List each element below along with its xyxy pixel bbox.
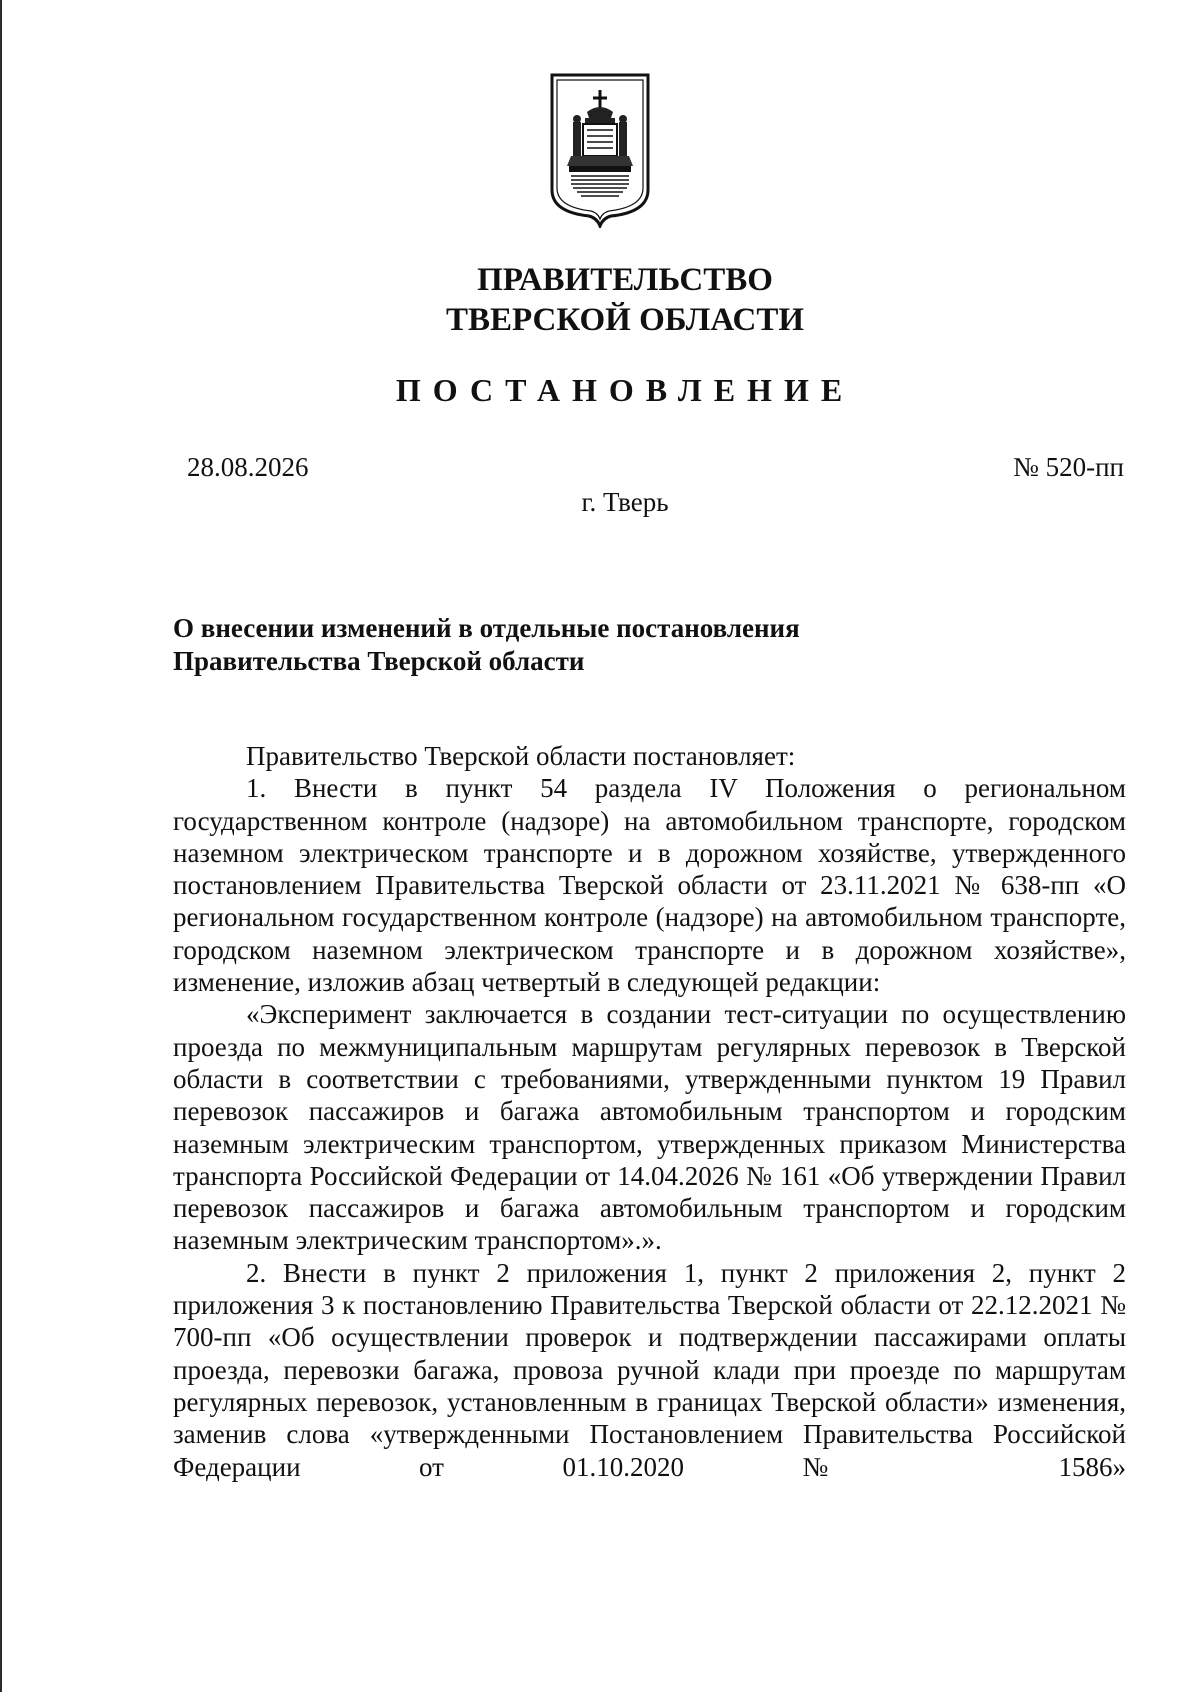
- org-name-line1: ПРАВИТЕЛЬСТВО: [477, 262, 773, 298]
- document-body: [173, 740, 1126, 1483]
- subject-line2: Правительства Тверской области: [173, 646, 585, 676]
- org-name-line2: ТВЕРСКОЙ ОБЛАСТИ: [445, 302, 805, 338]
- document-subject: [173, 612, 800, 678]
- coat-of-arms-icon: [549, 72, 651, 228]
- page-edge: [0, 0, 2, 1692]
- preamble: Правительство Тверской области постановляет:: [246, 741, 796, 771]
- subject-line1: О внесении изменений в отдельные постановления: [173, 613, 800, 643]
- document-date: 28.08.2026: [187, 452, 309, 482]
- quoted-paragraph: «Эксперимент заключается в создании тест-ситуации по осуществлению проезда по межмуниципальным маршрутам регулярных перевозок в Тверской области в соответствии с требованиями, утвержденными пунктом 19 Правил перевозок пассажиров и багажа автомобильным транспортом и городским наземным электрическим транспортом, утвержденных приказом Министерства транспорта Российской Федерации от 14.04.2026 № 161 «Об утверждении Правил перевозок пассажиров и багажа автомобильным транспортом и городским наземным электрическим транспортом».».: [173, 999, 1126, 1256]
- item-1: 1. Внести в пункт 54 раздела IV Положения о региональном государственном контроле (надзоре) на автомобильном транспорте, городском наземном электрическом транспорте и в дорожном хозяйстве, утвержденного постановлением Правительства Тверской области от 23.11.2021 № 638-пп «О региональном государственном контроле (надзоре) на автомобильном транспорте, городском наземном электрическом транспорте и в дорожном хозяйстве», изменение, изложив абзац четвертый в следующей редакции:: [173, 773, 1126, 998]
- document-number: № 520-пп: [1013, 452, 1124, 482]
- item-2: 2. Внести в пункт 2 приложения 1, пункт 2 приложения 2, пункт 2 приложения 3 к постановлению Правительства Тверской области от 22.12.2021 № 700-пп «Об осуществлении проверок и подтверждении пассажирами оплаты проезда, перевозки багажа, провоза ручной клади при проезде по маршрутам регулярных перевозок, установленным в границах Тверской области» изменения, заменив слова «утвержденными Постановлением Правительства Российской Федерации от 01.10.2020 № 1586»: [173, 1257, 1126, 1482]
- document-city: г. Тверь: [581, 487, 669, 517]
- document-type: ПОСТАНОВЛЕНИЕ: [395, 372, 855, 408]
